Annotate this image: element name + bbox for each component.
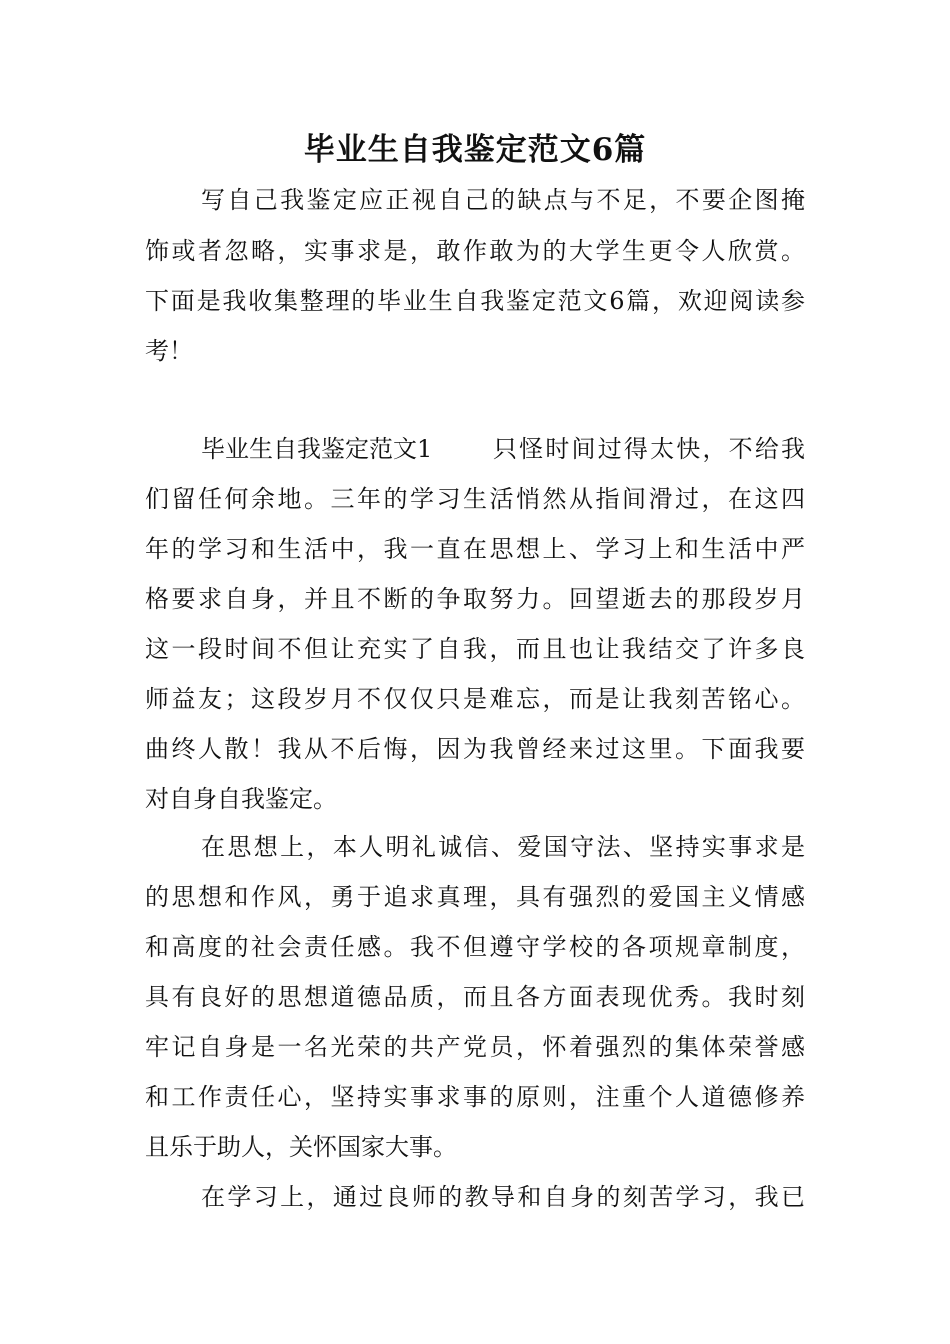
section-1-first-line: 只怪时间过得太快，不给我: [493, 435, 805, 463]
section-1-line-5: 师益友；这段岁月不仅仅只是难忘，而是让我刻苦铭心。: [145, 685, 805, 713]
thought-line-2: 的思想和作风，勇于追求真理，具有强烈的爱国主义情感: [145, 883, 805, 911]
section-1-line-4: 这一段时间不但让充实了自我，而且也让我结交了许多良: [145, 635, 805, 663]
thought-line-1: 在思想上，本人明礼诚信、爱国守法、坚持实事求是: [201, 833, 805, 861]
section-1-line-1: 们留任何余地。三年的学习生活悄然从指间滑过，在这四: [145, 485, 805, 513]
intro-line-3: 下面是我收集整理的毕业生自我鉴定范文6篇，欢迎阅读参: [145, 287, 805, 315]
intro-line-4: 考！: [145, 337, 193, 365]
section-1-line-7: 对自身自我鉴定。: [145, 785, 337, 813]
study-line-1: 在学习上，通过良师的教导和自身的刻苦学习，我已: [201, 1183, 805, 1211]
thought-line-5: 牢记自身是一名光荣的共产党员，怀着强烈的集体荣誉感: [145, 1033, 805, 1061]
section-1-line-2: 年的学习和生活中，我一直在思想上、学习上和生活中严: [145, 535, 805, 563]
thought-line-6: 和工作责任心，坚持实事求事的原则，注重个人道德修养: [145, 1083, 805, 1111]
thought-line-4: 具有良好的思想道德品质，而且各方面表现优秀。我时刻: [145, 983, 805, 1011]
intro-line-1: 写自己我鉴定应正视自己的缺点与不足，不要企图掩: [201, 186, 805, 214]
thought-line-3: 和高度的社会责任感。我不但遵守学校的各项规章制度，: [145, 933, 805, 961]
intro-line-2: 饰或者忽略，实事求是，敢作敢为的大学生更令人欣赏。: [145, 237, 805, 265]
section-1-heading: 毕业生自我鉴定范文1: [201, 435, 433, 463]
document-title: 毕业生自我鉴定范文6篇: [303, 132, 647, 168]
section-1-line-6: 曲终人散！我从不后悔，因为我曾经来过这里。下面我要: [145, 735, 805, 763]
section-1-heading-row: [201, 432, 805, 466]
thought-line-7: 且乐于助人，关怀国家大事。: [145, 1133, 457, 1161]
section-1-line-3: 格要求自身，并且不断的争取努力。回望逝去的那段岁月: [145, 585, 805, 613]
